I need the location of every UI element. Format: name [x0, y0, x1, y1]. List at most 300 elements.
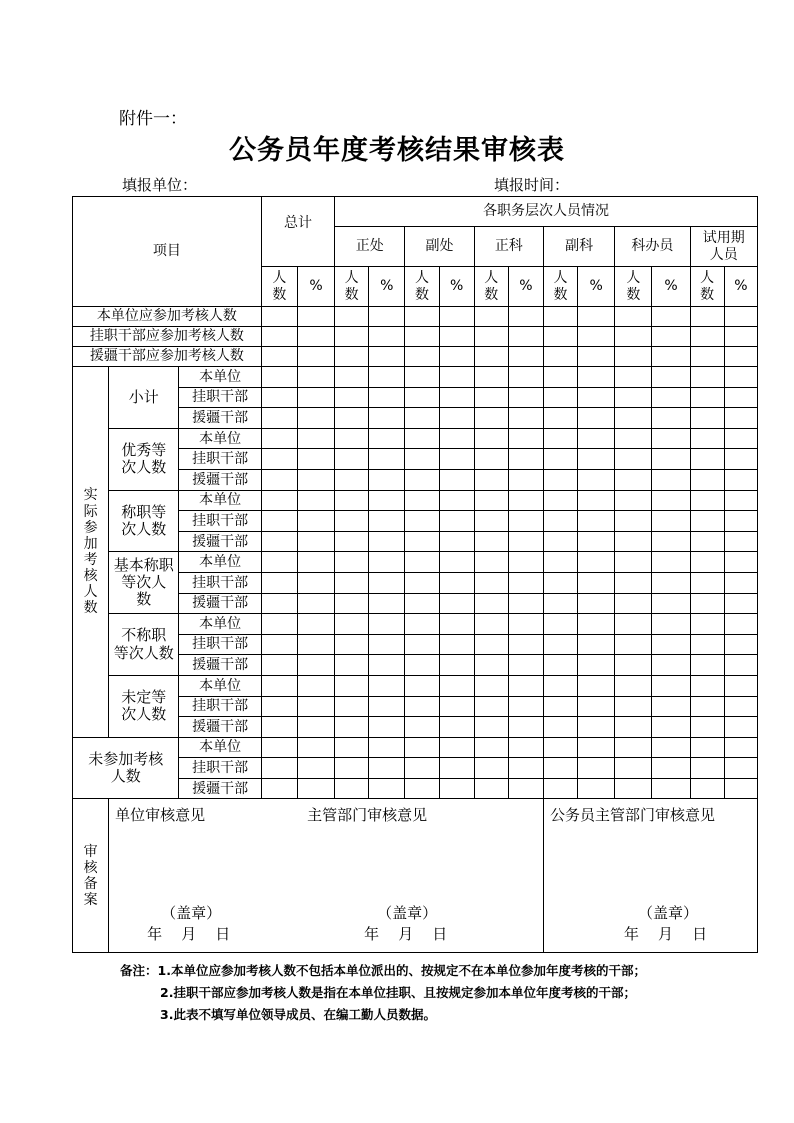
data-cell[interactable] — [543, 367, 577, 388]
data-cell[interactable] — [652, 572, 690, 593]
data-cell[interactable] — [474, 449, 508, 470]
data-cell[interactable] — [405, 511, 439, 532]
data-cell[interactable] — [578, 593, 615, 614]
data-cell[interactable] — [369, 696, 405, 717]
data-cell[interactable] — [652, 347, 690, 367]
data-cell[interactable] — [508, 737, 543, 758]
data-cell[interactable] — [369, 387, 405, 408]
data-cell[interactable] — [690, 307, 724, 327]
data-cell[interactable] — [439, 511, 474, 532]
data-cell[interactable] — [690, 347, 724, 367]
data-cell[interactable] — [543, 634, 577, 655]
data-cell[interactable] — [724, 347, 757, 367]
data-cell[interactable] — [615, 737, 652, 758]
data-cell[interactable] — [690, 696, 724, 717]
data-cell[interactable] — [615, 327, 652, 347]
data-cell[interactable] — [690, 655, 724, 676]
data-cell[interactable] — [261, 634, 297, 655]
data-cell[interactable] — [297, 778, 334, 799]
data-cell[interactable] — [335, 428, 369, 449]
data-cell[interactable] — [261, 778, 297, 799]
data-cell[interactable] — [615, 347, 652, 367]
data-cell[interactable] — [369, 655, 405, 676]
data-cell[interactable] — [690, 758, 724, 779]
data-cell[interactable] — [261, 614, 297, 635]
data-cell[interactable] — [578, 531, 615, 552]
data-cell[interactable] — [508, 307, 543, 327]
data-cell[interactable] — [335, 572, 369, 593]
data-cell[interactable] — [652, 655, 690, 676]
data-cell[interactable] — [652, 717, 690, 738]
data-cell[interactable] — [335, 634, 369, 655]
data-cell[interactable] — [724, 327, 757, 347]
data-cell[interactable] — [405, 717, 439, 738]
data-cell[interactable] — [369, 675, 405, 696]
data-cell[interactable] — [474, 737, 508, 758]
data-cell[interactable] — [652, 367, 690, 388]
data-cell[interactable] — [297, 408, 334, 429]
data-cell[interactable] — [474, 778, 508, 799]
data-cell[interactable] — [405, 634, 439, 655]
data-cell[interactable] — [578, 758, 615, 779]
data-cell[interactable] — [615, 428, 652, 449]
data-cell[interactable] — [474, 572, 508, 593]
data-cell[interactable] — [474, 758, 508, 779]
data-cell[interactable] — [543, 778, 577, 799]
data-cell[interactable] — [439, 717, 474, 738]
data-cell[interactable] — [724, 428, 757, 449]
data-cell[interactable] — [690, 717, 724, 738]
data-cell[interactable] — [297, 675, 334, 696]
data-cell[interactable] — [261, 367, 297, 388]
data-cell[interactable] — [508, 511, 543, 532]
data-cell[interactable] — [615, 717, 652, 738]
data-cell[interactable] — [690, 614, 724, 635]
data-cell[interactable] — [261, 511, 297, 532]
data-cell[interactable] — [405, 367, 439, 388]
data-cell[interactable] — [508, 552, 543, 573]
data-cell[interactable] — [652, 614, 690, 635]
data-cell[interactable] — [405, 572, 439, 593]
data-cell[interactable] — [543, 408, 577, 429]
data-cell[interactable] — [297, 593, 334, 614]
data-cell[interactable] — [652, 327, 690, 347]
data-cell[interactable] — [261, 408, 297, 429]
data-cell[interactable] — [439, 634, 474, 655]
data-cell[interactable] — [405, 696, 439, 717]
data-cell[interactable] — [405, 449, 439, 470]
data-cell[interactable] — [615, 367, 652, 388]
data-cell[interactable] — [439, 614, 474, 635]
data-cell[interactable] — [369, 717, 405, 738]
data-cell[interactable] — [474, 614, 508, 635]
data-cell[interactable] — [578, 634, 615, 655]
data-cell[interactable] — [543, 696, 577, 717]
data-cell[interactable] — [652, 428, 690, 449]
data-cell[interactable] — [261, 449, 297, 470]
data-cell[interactable] — [335, 387, 369, 408]
data-cell[interactable] — [405, 778, 439, 799]
data-cell[interactable] — [297, 572, 334, 593]
data-cell[interactable] — [508, 327, 543, 347]
data-cell[interactable] — [543, 593, 577, 614]
data-cell[interactable] — [690, 387, 724, 408]
data-cell[interactable] — [690, 593, 724, 614]
data-cell[interactable] — [335, 327, 369, 347]
data-cell[interactable] — [724, 778, 757, 799]
data-cell[interactable] — [297, 387, 334, 408]
data-cell[interactable] — [297, 347, 334, 367]
data-cell[interactable] — [578, 737, 615, 758]
data-cell[interactable] — [474, 469, 508, 490]
data-cell[interactable] — [474, 634, 508, 655]
data-cell[interactable] — [297, 717, 334, 738]
data-cell[interactable] — [690, 327, 724, 347]
data-cell[interactable] — [508, 490, 543, 511]
data-cell[interactable] — [543, 490, 577, 511]
data-cell[interactable] — [439, 531, 474, 552]
data-cell[interactable] — [543, 675, 577, 696]
data-cell[interactable] — [508, 593, 543, 614]
data-cell[interactable] — [652, 307, 690, 327]
data-cell[interactable] — [369, 490, 405, 511]
data-cell[interactable] — [405, 469, 439, 490]
data-cell[interactable] — [652, 511, 690, 532]
data-cell[interactable] — [724, 469, 757, 490]
data-cell[interactable] — [335, 737, 369, 758]
data-cell[interactable] — [508, 531, 543, 552]
data-cell[interactable] — [297, 655, 334, 676]
data-cell[interactable] — [652, 408, 690, 429]
data-cell[interactable] — [615, 469, 652, 490]
data-cell[interactable] — [297, 428, 334, 449]
data-cell[interactable] — [578, 408, 615, 429]
data-cell[interactable] — [439, 428, 474, 449]
data-cell[interactable] — [335, 490, 369, 511]
data-cell[interactable] — [652, 737, 690, 758]
data-cell[interactable] — [690, 675, 724, 696]
data-cell[interactable] — [578, 511, 615, 532]
data-cell[interactable] — [724, 367, 757, 388]
data-cell[interactable] — [543, 655, 577, 676]
data-cell[interactable] — [439, 490, 474, 511]
data-cell[interactable] — [474, 511, 508, 532]
data-cell[interactable] — [474, 408, 508, 429]
data-cell[interactable] — [508, 428, 543, 449]
data-cell[interactable] — [578, 449, 615, 470]
data-cell[interactable] — [578, 428, 615, 449]
data-cell[interactable] — [508, 655, 543, 676]
data-cell[interactable] — [578, 469, 615, 490]
data-cell[interactable] — [690, 531, 724, 552]
data-cell[interactable] — [615, 758, 652, 779]
data-cell[interactable] — [724, 490, 757, 511]
data-cell[interactable] — [652, 449, 690, 470]
data-cell[interactable] — [508, 778, 543, 799]
data-cell[interactable] — [690, 428, 724, 449]
data-cell[interactable] — [297, 490, 334, 511]
data-cell[interactable] — [578, 717, 615, 738]
data-cell[interactable] — [508, 758, 543, 779]
data-cell[interactable] — [578, 307, 615, 327]
data-cell[interactable] — [335, 593, 369, 614]
data-cell[interactable] — [369, 511, 405, 532]
data-cell[interactable] — [508, 614, 543, 635]
data-cell[interactable] — [543, 347, 577, 367]
data-cell[interactable] — [578, 778, 615, 799]
data-cell[interactable] — [474, 696, 508, 717]
data-cell[interactable] — [405, 408, 439, 429]
data-cell[interactable] — [405, 327, 439, 347]
data-cell[interactable] — [261, 387, 297, 408]
data-cell[interactable] — [578, 655, 615, 676]
data-cell[interactable] — [474, 552, 508, 573]
data-cell[interactable] — [543, 449, 577, 470]
data-cell[interactable] — [439, 387, 474, 408]
data-cell[interactable] — [724, 634, 757, 655]
data-cell[interactable] — [335, 655, 369, 676]
data-cell[interactable] — [405, 655, 439, 676]
data-cell[interactable] — [615, 675, 652, 696]
data-cell[interactable] — [615, 387, 652, 408]
data-cell[interactable] — [439, 347, 474, 367]
data-cell[interactable] — [405, 593, 439, 614]
data-cell[interactable] — [261, 469, 297, 490]
data-cell[interactable] — [652, 758, 690, 779]
data-cell[interactable] — [439, 758, 474, 779]
data-cell[interactable] — [615, 408, 652, 429]
data-cell[interactable] — [724, 758, 757, 779]
data-cell[interactable] — [335, 614, 369, 635]
data-cell[interactable] — [652, 778, 690, 799]
data-cell[interactable] — [439, 552, 474, 573]
data-cell[interactable] — [335, 408, 369, 429]
data-cell[interactable] — [543, 307, 577, 327]
data-cell[interactable] — [615, 634, 652, 655]
data-cell[interactable] — [615, 655, 652, 676]
unit-dept-opinion-cell[interactable] — [109, 799, 544, 953]
data-cell[interactable] — [439, 408, 474, 429]
data-cell[interactable] — [261, 717, 297, 738]
data-cell[interactable] — [261, 675, 297, 696]
data-cell[interactable] — [335, 717, 369, 738]
data-cell[interactable] — [724, 531, 757, 552]
data-cell[interactable] — [652, 593, 690, 614]
data-cell[interactable] — [615, 511, 652, 532]
data-cell[interactable] — [474, 347, 508, 367]
data-cell[interactable] — [439, 696, 474, 717]
data-cell[interactable] — [369, 572, 405, 593]
data-cell[interactable] — [615, 490, 652, 511]
data-cell[interactable] — [724, 449, 757, 470]
data-cell[interactable] — [578, 572, 615, 593]
cs-opinion-cell[interactable] — [543, 799, 757, 953]
data-cell[interactable] — [439, 327, 474, 347]
data-cell[interactable] — [474, 367, 508, 388]
data-cell[interactable] — [543, 758, 577, 779]
data-cell[interactable] — [369, 347, 405, 367]
data-cell[interactable] — [439, 469, 474, 490]
data-cell[interactable] — [297, 737, 334, 758]
data-cell[interactable] — [578, 387, 615, 408]
data-cell[interactable] — [297, 696, 334, 717]
data-cell[interactable] — [439, 675, 474, 696]
data-cell[interactable] — [578, 614, 615, 635]
data-cell[interactable] — [335, 367, 369, 388]
data-cell[interactable] — [474, 387, 508, 408]
data-cell[interactable] — [724, 614, 757, 635]
data-cell[interactable] — [724, 655, 757, 676]
data-cell[interactable] — [652, 531, 690, 552]
data-cell[interactable] — [543, 327, 577, 347]
data-cell[interactable] — [261, 347, 297, 367]
data-cell[interactable] — [652, 634, 690, 655]
data-cell[interactable] — [405, 428, 439, 449]
data-cell[interactable] — [508, 572, 543, 593]
data-cell[interactable] — [369, 408, 405, 429]
data-cell[interactable] — [690, 634, 724, 655]
data-cell[interactable] — [543, 614, 577, 635]
data-cell[interactable] — [297, 307, 334, 327]
data-cell[interactable] — [261, 758, 297, 779]
data-cell[interactable] — [439, 737, 474, 758]
data-cell[interactable] — [369, 531, 405, 552]
data-cell[interactable] — [474, 327, 508, 347]
data-cell[interactable] — [474, 428, 508, 449]
data-cell[interactable] — [335, 449, 369, 470]
data-cell[interactable] — [615, 449, 652, 470]
data-cell[interactable] — [369, 367, 405, 388]
data-cell[interactable] — [474, 307, 508, 327]
data-cell[interactable] — [297, 531, 334, 552]
data-cell[interactable] — [690, 490, 724, 511]
data-cell[interactable] — [508, 387, 543, 408]
data-cell[interactable] — [578, 490, 615, 511]
data-cell[interactable] — [369, 307, 405, 327]
data-cell[interactable] — [474, 490, 508, 511]
data-cell[interactable] — [439, 655, 474, 676]
data-cell[interactable] — [405, 347, 439, 367]
data-cell[interactable] — [405, 675, 439, 696]
data-cell[interactable] — [615, 572, 652, 593]
data-cell[interactable] — [335, 696, 369, 717]
data-cell[interactable] — [652, 469, 690, 490]
data-cell[interactable] — [261, 572, 297, 593]
data-cell[interactable] — [508, 367, 543, 388]
data-cell[interactable] — [405, 758, 439, 779]
data-cell[interactable] — [508, 449, 543, 470]
data-cell[interactable] — [615, 552, 652, 573]
data-cell[interactable] — [369, 737, 405, 758]
data-cell[interactable] — [474, 675, 508, 696]
data-cell[interactable] — [439, 778, 474, 799]
data-cell[interactable] — [615, 593, 652, 614]
data-cell[interactable] — [369, 778, 405, 799]
data-cell[interactable] — [439, 449, 474, 470]
data-cell[interactable] — [335, 552, 369, 573]
data-cell[interactable] — [508, 696, 543, 717]
data-cell[interactable] — [578, 327, 615, 347]
data-cell[interactable] — [405, 552, 439, 573]
data-cell[interactable] — [543, 572, 577, 593]
data-cell[interactable] — [690, 449, 724, 470]
data-cell[interactable] — [724, 696, 757, 717]
data-cell[interactable] — [543, 428, 577, 449]
data-cell[interactable] — [652, 490, 690, 511]
data-cell[interactable] — [335, 511, 369, 532]
data-cell[interactable] — [615, 531, 652, 552]
data-cell[interactable] — [578, 552, 615, 573]
data-cell[interactable] — [369, 428, 405, 449]
data-cell[interactable] — [261, 327, 297, 347]
data-cell[interactable] — [369, 469, 405, 490]
data-cell[interactable] — [543, 717, 577, 738]
data-cell[interactable] — [261, 490, 297, 511]
data-cell[interactable] — [335, 778, 369, 799]
data-cell[interactable] — [578, 347, 615, 367]
data-cell[interactable] — [261, 428, 297, 449]
data-cell[interactable] — [724, 408, 757, 429]
data-cell[interactable] — [578, 367, 615, 388]
data-cell[interactable] — [615, 778, 652, 799]
data-cell[interactable] — [652, 552, 690, 573]
data-cell[interactable] — [690, 367, 724, 388]
data-cell[interactable] — [652, 696, 690, 717]
data-cell[interactable] — [543, 737, 577, 758]
data-cell[interactable] — [690, 737, 724, 758]
data-cell[interactable] — [369, 758, 405, 779]
data-cell[interactable] — [508, 347, 543, 367]
data-cell[interactable] — [474, 717, 508, 738]
data-cell[interactable] — [297, 367, 334, 388]
data-cell[interactable] — [405, 387, 439, 408]
data-cell[interactable] — [724, 552, 757, 573]
data-cell[interactable] — [261, 737, 297, 758]
data-cell[interactable] — [369, 552, 405, 573]
data-cell[interactable] — [543, 469, 577, 490]
data-cell[interactable] — [724, 511, 757, 532]
data-cell[interactable] — [652, 675, 690, 696]
data-cell[interactable] — [543, 531, 577, 552]
data-cell[interactable] — [652, 387, 690, 408]
data-cell[interactable] — [405, 531, 439, 552]
data-cell[interactable] — [690, 408, 724, 429]
data-cell[interactable] — [615, 307, 652, 327]
data-cell[interactable] — [297, 469, 334, 490]
data-cell[interactable] — [297, 614, 334, 635]
data-cell[interactable] — [335, 675, 369, 696]
data-cell[interactable] — [335, 531, 369, 552]
data-cell[interactable] — [578, 675, 615, 696]
data-cell[interactable] — [439, 593, 474, 614]
data-cell[interactable] — [335, 307, 369, 327]
data-cell[interactable] — [578, 696, 615, 717]
data-cell[interactable] — [405, 490, 439, 511]
data-cell[interactable] — [297, 758, 334, 779]
data-cell[interactable] — [335, 758, 369, 779]
data-cell[interactable] — [297, 511, 334, 532]
data-cell[interactable] — [439, 307, 474, 327]
data-cell[interactable] — [690, 469, 724, 490]
data-cell[interactable] — [335, 469, 369, 490]
data-cell[interactable] — [508, 675, 543, 696]
data-cell[interactable] — [615, 614, 652, 635]
data-cell[interactable] — [369, 634, 405, 655]
data-cell[interactable] — [543, 552, 577, 573]
data-cell[interactable] — [369, 593, 405, 614]
data-cell[interactable] — [405, 307, 439, 327]
data-cell[interactable] — [615, 696, 652, 717]
